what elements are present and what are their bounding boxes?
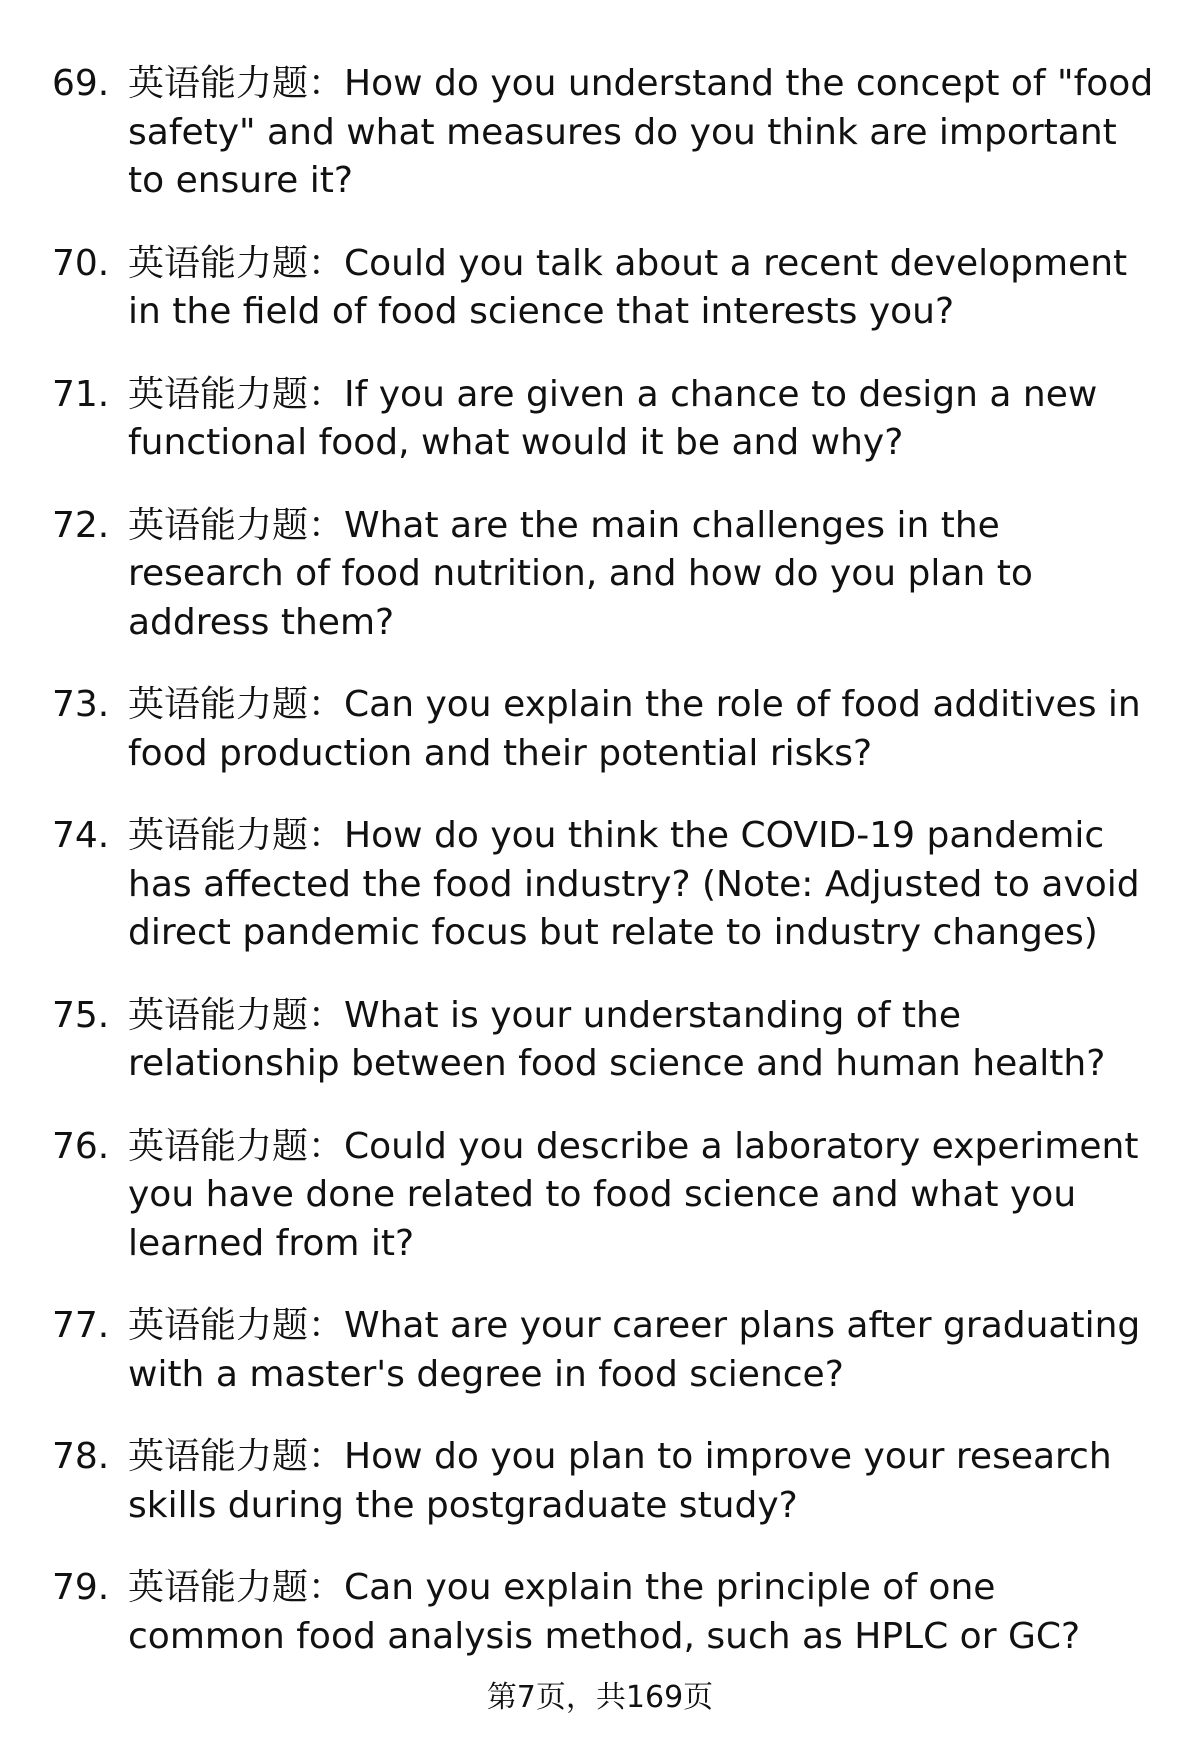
question-label: 英语能力题： [128,242,345,284]
question-text: How do you think the COVID-19 pandemic has affected the food industry? (Note: Adjusted to avoid direct pandemic focus but relate to industry changes) [128,815,1140,953]
question-item [52,1302,1162,1399]
question-text: Can you explain the principle of one common food analysis method, such as HPLC or GC? [128,1567,1081,1657]
question-text: If you are given a chance to design a new functional food, what would it be and why? [128,373,1098,463]
question-body [128,1123,1162,1269]
question-text: Could you describe a laboratory experiment you have done related to food science and what you learned from it? [128,1125,1139,1264]
question-label: 英语能力题： [128,373,345,415]
question-number: 69. [52,63,110,104]
question-body [128,681,1162,778]
question-body [128,812,1162,958]
question-list [52,60,1162,1695]
question-body [128,240,1162,337]
question-number: 76. [52,1125,110,1167]
question-body [128,1433,1162,1530]
question-number: 73. [52,684,110,725]
question-number: 70. [52,242,110,284]
question-label: 英语能力题： [128,994,345,1036]
question-text: How do you understand the concept of "food safety" and what measures do you think are important to ensure it? [128,63,1154,201]
question-label: 英语能力题： [128,1125,345,1167]
page-footer [0,1678,1200,1718]
question-label: 英语能力题： [128,684,345,725]
question-number: 74. [52,815,110,856]
question-item [52,60,1162,206]
question-item [52,1123,1162,1269]
question-body [128,1302,1162,1399]
question-number: 78. [52,1436,110,1477]
question-body [128,992,1162,1089]
question-number: 77. [52,1305,110,1346]
question-text: What are your career plans after graduating with a master's degree in food science? [128,1305,1141,1395]
question-label: 英语能力题： [128,1567,345,1608]
question-item [52,1433,1162,1530]
question-item [52,812,1162,958]
question-item [52,992,1162,1089]
question-label: 英语能力题： [128,815,345,856]
question-item [52,240,1162,337]
question-item [52,371,1162,468]
question-text: What are the main challenges in the research of food nutrition, and how do you plan to address them? [128,504,1033,643]
question-body [128,502,1162,648]
question-label: 英语能力题： [128,1305,345,1346]
question-body [128,60,1162,206]
question-text: How do you plan to improve your research skills during the postgraduate study? [128,1436,1112,1526]
question-body [128,1564,1162,1661]
question-text: Could you talk about a recent development in the field of food science that interests you? [128,242,1128,332]
question-number: 71. [52,373,110,415]
question-label: 英语能力题： [128,63,345,104]
question-item [52,1564,1162,1661]
question-number: 72. [52,504,110,546]
question-label: 英语能力题： [128,504,345,546]
question-item [52,681,1162,778]
question-text: Can you explain the role of food additives in food production and their potential risks? [128,684,1141,774]
question-number: 79. [52,1567,110,1608]
question-item [52,502,1162,648]
question-label: 英语能力题： [128,1436,345,1477]
question-body [128,371,1162,468]
question-text: What is your understanding of the relationship between food science and human health? [128,994,1106,1084]
question-number: 75. [52,994,110,1036]
page-number-indicator: 第7页，共169页 [486,1680,714,1715]
